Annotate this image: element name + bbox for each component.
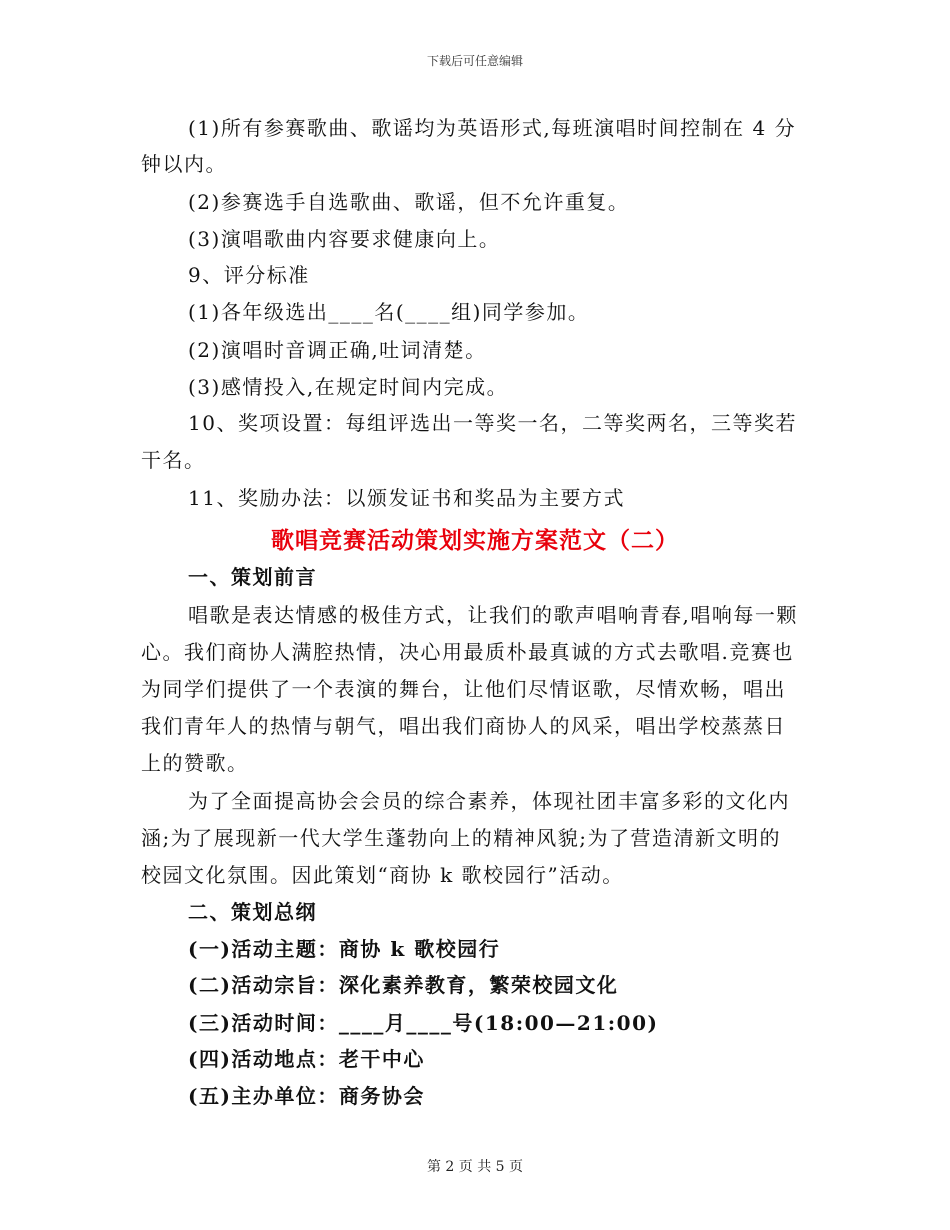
text-line: 为同学们提供了一个表演的舞台，让他们尽情讴歌，尽情欢畅，唱出 bbox=[141, 677, 786, 701]
text-line: (3)感情投入,在规定时间内完成。 bbox=[188, 375, 509, 399]
text-line: (一)活动主题：商协 k 歌校园行 bbox=[188, 937, 501, 961]
section-title: 歌唱竞赛活动策划实施方案范文（二） bbox=[271, 528, 679, 554]
text-line: 钟以内。 bbox=[141, 152, 227, 176]
text-line: 9、评分标准 bbox=[188, 263, 310, 287]
text-line: 11、奖励办法：以颁发证书和奖品为主要方式 bbox=[188, 486, 625, 510]
text-line: 唱歌是表达情感的极佳方式，让我们的歌声唱响青春,唱响每一颗 bbox=[188, 603, 798, 627]
text-line: 我们青年人的热情与朝气，唱出我们商协人的风采，唱出学校蒸蒸日 bbox=[141, 714, 786, 738]
text-line: (三)活动时间：____月____号(18:00—21:00) bbox=[188, 1011, 659, 1035]
text-line: (1)各年级选出____名(____组)同学参加。 bbox=[188, 300, 590, 324]
text-line: (五)主办单位：商务协会 bbox=[188, 1084, 425, 1108]
text-line: 一、策划前言 bbox=[188, 565, 317, 589]
text-line: 干名。 bbox=[141, 448, 206, 472]
text-line: 校园文化氛围。因此策划“商协 k 歌校园行”活动。 bbox=[141, 863, 624, 887]
page-footer: 第 2 页 共 5 页 bbox=[426, 1159, 524, 1175]
text-line: 为了全面提高协会会员的综合素养，体现社团丰富多彩的文化内 bbox=[188, 789, 790, 813]
text-line: 上的赞歌。 bbox=[141, 751, 249, 775]
text-line: (3)演唱歌曲内容要求健康向上。 bbox=[188, 227, 501, 251]
text-line: 二、策划总纲 bbox=[188, 900, 317, 924]
page-header: 下载后可任意编辑 bbox=[426, 54, 523, 68]
text-line: (四)活动地点：老干中心 bbox=[188, 1047, 425, 1071]
text-line: (2)参赛选手自选歌曲、歌谣，但不允许重复。 bbox=[188, 190, 630, 214]
text-line: 10、奖项设置：每组评选出一等奖一名，二等奖两名，三等奖若 bbox=[188, 411, 797, 435]
text-line: (1)所有参赛歌曲、歌谣均为英语形式,每班演唱时间控制在 4 分 bbox=[188, 116, 797, 140]
text-line: 心。我们商协人满腔热情，决心用最质朴最真诚的方式去歌唱.竞赛也 bbox=[141, 640, 794, 664]
text-line: (2)演唱时音调正确,吐词清楚。 bbox=[188, 338, 487, 362]
text-line: (二)活动宗旨：深化素养教育，繁荣校园文化 bbox=[188, 973, 619, 997]
text-line: 涵;为了展现新一代大学生蓬勃向上的精神风貌;为了营造清新文明的 bbox=[141, 826, 781, 850]
